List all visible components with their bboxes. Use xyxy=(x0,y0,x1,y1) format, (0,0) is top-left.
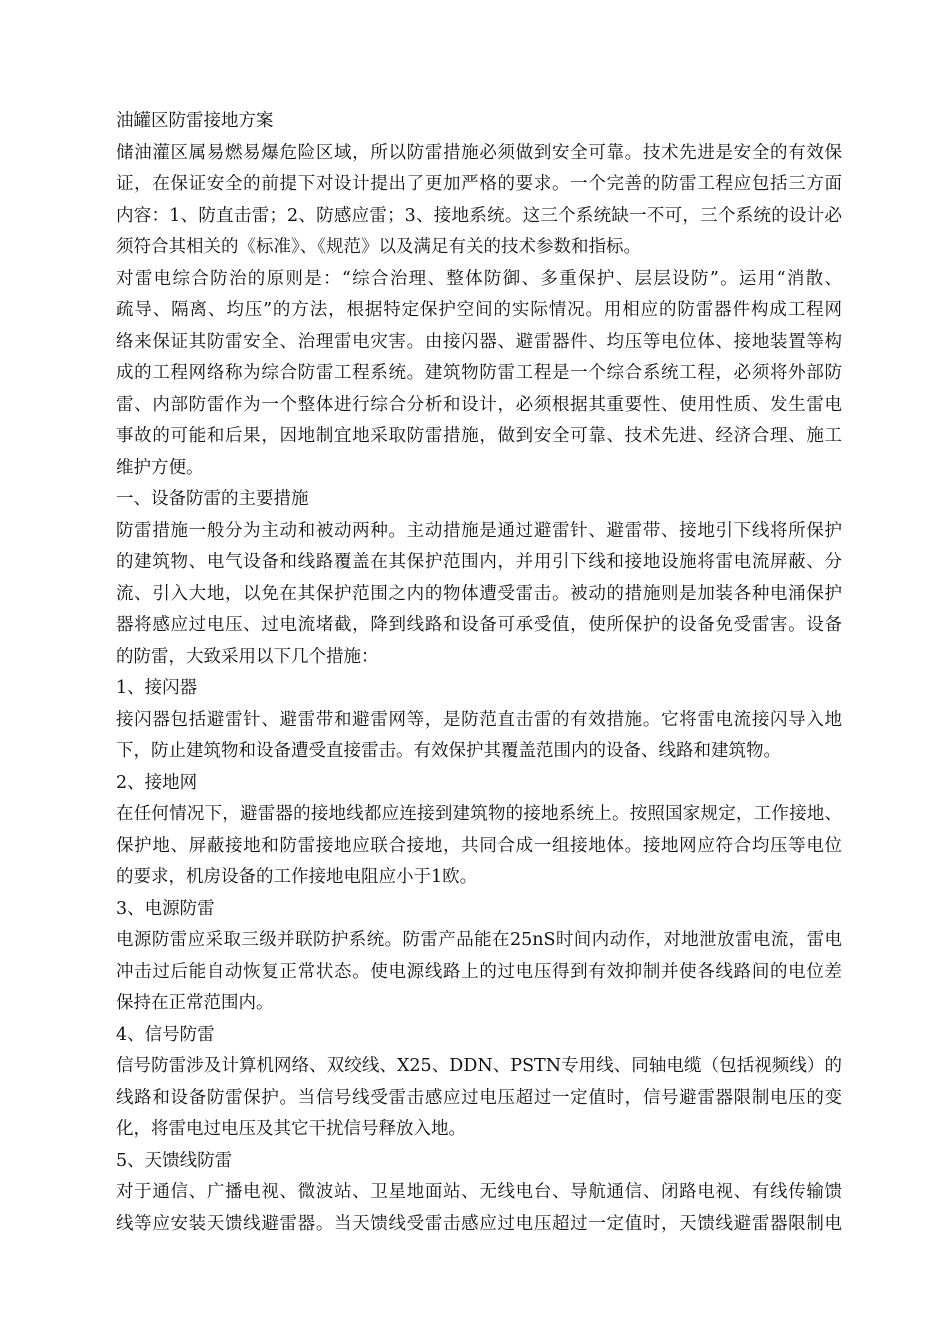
text-line: 3、电源防雷 xyxy=(116,898,215,919)
text-line: 对于通信、广播电视、微波站、卫星地面站、无线电台、导航通信、闭路电视、有线传输馈 xyxy=(116,1182,842,1202)
text-line: 雷、内部防雷作为一个整体进行综合分析和设计，必须根据其重要性、使用性质、发生雷电 xyxy=(116,394,842,415)
text-line: 维护方便。 xyxy=(116,457,204,478)
text-line: 5、天馈线防雷 xyxy=(116,1150,233,1171)
text-line: 下，防止建筑物和设备遭受直接雷击。有效保护其覆盖范围内的设备、线路和建筑物。 xyxy=(116,741,781,761)
text-line: 器将感应过电压、过电流堵截，降到线路和设备可承受值，使所保护的设备免受雷害。设备 xyxy=(116,615,842,635)
document-body xyxy=(116,106,842,1240)
text-line: 防雷措施一般分为主动和被动两种。主动措施是通过避雷针、避雷带、接地引下线将所保护 xyxy=(116,520,842,541)
text-line: 接闪器包括避雷针、避雷带和避雷网等，是防范直击雷的有效措施。它将雷电流接闪导入地 xyxy=(116,709,842,730)
text-line: 流、引入大地，以免在其保护范围之内的物体遭受雷击。被动的措施则是加装各种电涌保护 xyxy=(116,583,842,604)
text-line: 疏导、隔离、均压”的方法，根据特定保护空间的实际情况。用相应的防雷器件构成工程网 xyxy=(116,300,842,320)
text-line: 油罐区防雷接地方案 xyxy=(116,111,274,131)
text-line: 保持在正常范围内。 xyxy=(116,993,274,1013)
text-line: 在任何情况下，避雷器的接地线都应连接到建筑物的接地系统上。按照国家规定，工作接地、 xyxy=(116,804,842,824)
text-line: 证，在保证安全的前提下对设计提出了更加严格的要求。一个完善的防雷工程应包括三方面 xyxy=(116,174,842,194)
text-line: 线等应安装天馈线避雷器。当天馈线受雷击感应过电压超过一定值时，天馈线避雷器限制电 xyxy=(116,1213,842,1234)
text-line: 线路和设备防雷保护。当信号线受雷击感应过电压超过一定值时，信号避雷器限制电压的变 xyxy=(116,1087,842,1108)
text-line: 成的工程网络称为综合防雷工程系统。建筑物防雷工程是一个综合系统工程，必须将外部防 xyxy=(116,363,842,383)
text-line: 的防雷，大致采用以下几个措施： xyxy=(116,646,379,667)
text-line: 的建筑物、电气设备和线路覆盖在其保护范围内，并用引下线和接地设施将雷电流屏蔽、分 xyxy=(116,552,842,572)
text-line: 事故的可能和后果，因地制宜地采取防雷措施，做到安全可靠、技术先进、经济合理、施工 xyxy=(116,426,842,446)
text-line: 内容：1、防直击雷；2、防感应雷；3、接地系统。这三个系统缺一不可，三个系统的设计必 xyxy=(116,205,842,226)
text-line: 2、接地网 xyxy=(116,772,198,793)
text-line: 冲击过后能自动恢复正常状态。使电源线路上的过电压得到有效抑制并使各线路间的电位差 xyxy=(116,961,842,982)
text-line: 络来保证其防雷安全、治理雷电灾害。由接闪器、避雷器件、均压等电位体、接地装置等构 xyxy=(116,331,842,352)
text-line: 化，将雷电过电压及其它干扰信号释放入地。 xyxy=(116,1119,466,1139)
text-line: 对雷电综合防治的原则是：“综合治理、整体防御、多重保护、层层设防”。运用“消散、 xyxy=(116,268,842,289)
text-line: 电源防雷应采取三级并联防护系统。防雷产品能在25nS时间内动作，对地泄放雷电流，雷电 xyxy=(116,930,842,950)
text-line: 一、设备防雷的主要措施 xyxy=(116,489,309,509)
text-line: 4、信号防雷 xyxy=(116,1024,215,1045)
text-line: 储油灌区属易燃易爆危险区域，所以防雷措施必须做到安全可靠。技术先进是安全的有效保 xyxy=(116,142,842,163)
text-line: 的要求，机房设备的工作接地电阻应小于1欧。 xyxy=(116,867,478,887)
text-line: 须符合其相关的《标准》、《规范》以及满足有关的技术参数和指标。 xyxy=(116,237,641,257)
text-line: 1、接闪器 xyxy=(116,678,198,698)
text-line: 信号防雷涉及计算机网络、双绞线、X25、DDN、PSTN专用线、同轴电缆（包括视频线）的 xyxy=(116,1056,842,1076)
text-line: 保护地、屏蔽接地和防雷接地应联合接地，共同合成一组接地体。接地网应符合均压等电位 xyxy=(116,835,842,856)
